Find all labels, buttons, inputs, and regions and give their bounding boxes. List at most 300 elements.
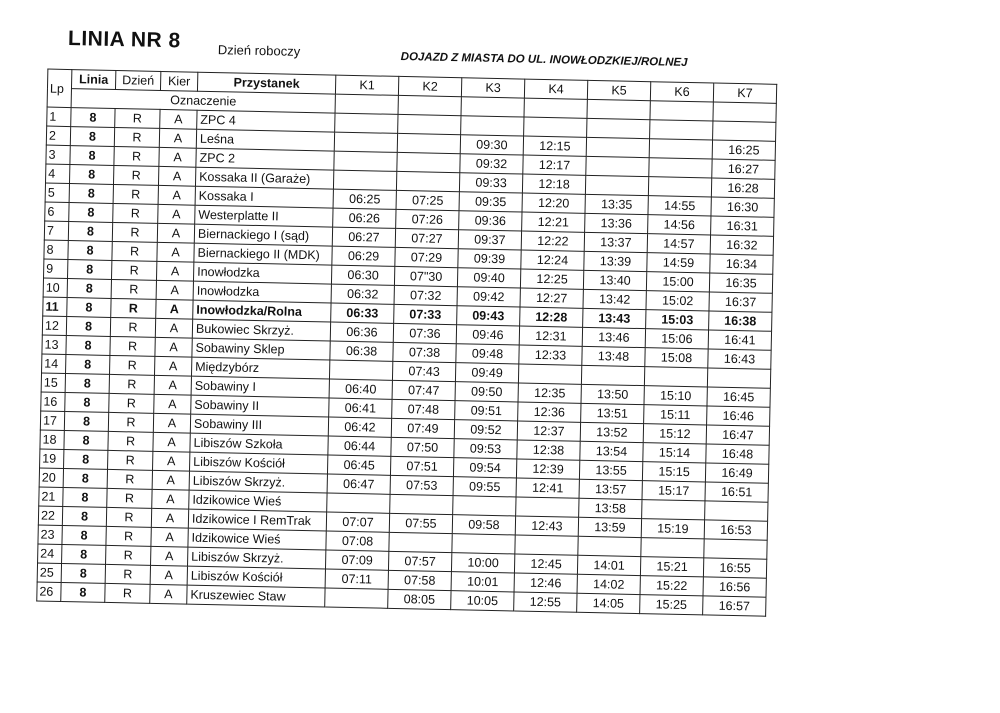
- row-time-k3: 09:46: [456, 325, 519, 345]
- row-time-k1: [334, 132, 397, 152]
- row-stop-name: Libiszów Szkoła: [190, 433, 328, 455]
- row-time-k2: 07:36: [393, 323, 456, 343]
- row-lp: 18: [40, 430, 64, 449]
- row-kier: A: [158, 185, 195, 205]
- row-time-k5: [578, 536, 641, 556]
- row-time-k1: 06:42: [328, 417, 391, 437]
- row-time-k7: 16:38: [709, 311, 772, 331]
- row-time-k6: 15:02: [646, 291, 709, 311]
- row-time-k2: 07:26: [396, 209, 459, 229]
- row-time-k5: 13:39: [584, 251, 647, 271]
- row-time-k1: 06:26: [333, 208, 396, 228]
- row-time-k5: 13:40: [583, 270, 646, 290]
- row-time-k2: 07:32: [394, 285, 457, 305]
- row-time-k7: 16:41: [708, 330, 771, 350]
- row-time-k1: [335, 113, 398, 133]
- row-time-k4: [515, 535, 578, 555]
- header-kier: Kier: [160, 71, 197, 91]
- row-time-k6: [648, 177, 711, 197]
- row-time-k4: 12:22: [521, 231, 584, 251]
- row-time-k7: 16:35: [709, 273, 772, 293]
- row-time-k2: 08:05: [388, 589, 451, 609]
- row-lp: 25: [37, 563, 61, 582]
- row-time-k2: 07:48: [392, 399, 455, 419]
- row-time-k5: 13:43: [583, 308, 646, 328]
- row-time-k1: 06:32: [331, 284, 394, 304]
- row-dzien: R: [113, 184, 158, 204]
- row-time-k4: 12:38: [517, 440, 580, 460]
- direction-label: DOJAZD Z MIASTA DO UL. INOWŁODZKIEJ/ROLNEJ: [400, 50, 688, 69]
- row-linia: 8: [69, 165, 113, 185]
- row-kier: A: [154, 356, 191, 376]
- row-lp: 3: [46, 145, 70, 164]
- row-time-k1: 06:30: [331, 265, 394, 285]
- row-time-k3: 09:50: [455, 382, 518, 402]
- row-time-k6: [641, 538, 704, 558]
- row-time-k6: 14:57: [647, 234, 710, 254]
- row-time-k2: [398, 114, 461, 134]
- row-time-k4: 12:35: [518, 383, 581, 403]
- row-time-k4: 12:41: [516, 478, 579, 498]
- row-kier: A: [152, 470, 189, 490]
- row-time-k6: 15:15: [642, 462, 705, 482]
- row-kier: A: [158, 204, 195, 224]
- row-lp: 19: [40, 449, 64, 468]
- row-dzien: R: [110, 336, 155, 356]
- row-kier: A: [153, 432, 190, 452]
- row-linia: 8: [62, 544, 106, 564]
- row-time-k6: 15:06: [645, 329, 708, 349]
- row-stop-name: Libiszów Kościół: [187, 566, 325, 588]
- row-dzien: R: [106, 507, 151, 527]
- row-stop-name: Kossaka I: [195, 186, 333, 208]
- row-time-k3: 09:39: [458, 249, 521, 269]
- row-time-k2: 07:50: [391, 437, 454, 457]
- row-time-k5: 13:51: [581, 403, 644, 423]
- row-time-k4: 12:33: [519, 345, 582, 365]
- row-linia: 8: [61, 563, 105, 583]
- row-time-k6: [649, 139, 712, 159]
- row-time-k1: 06:47: [327, 474, 390, 494]
- header-przystanek: Przystanek: [197, 72, 335, 94]
- row-dzien: R: [112, 222, 157, 242]
- row-time-k4: 12:28: [520, 307, 583, 327]
- row-time-k3: 09:49: [455, 363, 518, 383]
- row-time-k2: 07:53: [390, 475, 453, 495]
- row-kier: A: [153, 451, 190, 471]
- row-time-k3: 09:30: [460, 135, 523, 155]
- row-time-k6: 15:17: [642, 481, 705, 501]
- row-time-k5: 13:48: [582, 346, 645, 366]
- row-time-k1: [334, 151, 397, 171]
- day-type-label: Dzień roboczy: [217, 42, 301, 59]
- row-time-k7: 16:56: [703, 577, 766, 597]
- row-stop-name: Sobawiny III: [190, 414, 328, 436]
- row-time-k3: 09:52: [454, 420, 517, 440]
- row-time-k6: 15:03: [646, 310, 709, 330]
- row-time-k3: 09:51: [455, 401, 518, 421]
- row-time-k5: 13:59: [578, 517, 641, 537]
- row-time-k1: 07:11: [325, 569, 388, 589]
- row-time-k3: 09:54: [453, 458, 516, 478]
- row-time-k1: [329, 360, 392, 380]
- row-stop-name: Idzikowice I RemTrak: [188, 509, 326, 531]
- header-oznaczenie: Oznaczenie: [71, 89, 335, 114]
- row-lp: 2: [46, 126, 70, 145]
- row-time-k7: 16:48: [706, 444, 769, 464]
- row-time-k6: 15:12: [643, 424, 706, 444]
- row-time-k1: [325, 588, 388, 608]
- row-stop-name: ZPC 2: [196, 148, 334, 170]
- row-time-k2: [389, 532, 452, 552]
- row-dzien: R: [109, 374, 154, 394]
- row-dzien: R: [114, 127, 159, 147]
- row-time-k7: 16:27: [712, 159, 775, 179]
- row-time-k3: 09:53: [454, 439, 517, 459]
- row-time-k2: 07:27: [395, 228, 458, 248]
- row-stop-name: Libiszów Kościół: [189, 452, 327, 474]
- row-time-k5: 13:54: [580, 441, 643, 461]
- row-time-k6: 15:10: [644, 386, 707, 406]
- row-stop-name: Inowłodzka/Rolna: [193, 300, 331, 322]
- header-blank-cell: [524, 98, 587, 118]
- row-linia: 8: [71, 108, 115, 128]
- row-time-k7: 16:46: [707, 406, 770, 426]
- row-time-k6: 14:55: [648, 196, 711, 216]
- row-lp: 26: [37, 582, 61, 601]
- row-dzien: R: [112, 241, 157, 261]
- row-time-k3: 09:58: [452, 515, 515, 535]
- row-time-k4: 12:18: [522, 174, 585, 194]
- timetable: [36, 69, 777, 617]
- row-time-k3: 10:05: [451, 591, 514, 611]
- row-lp: 9: [44, 259, 68, 278]
- row-time-k5: [587, 118, 650, 138]
- row-time-k3: 10:01: [451, 572, 514, 592]
- row-time-k3: 09:42: [457, 287, 520, 307]
- row-kier: A: [154, 394, 191, 414]
- row-dzien: R: [105, 564, 150, 584]
- row-kier: A: [153, 413, 190, 433]
- row-lp: 22: [38, 506, 62, 525]
- header-course-k5: K5: [587, 80, 650, 100]
- row-stop-name: Libiszów Skrzyż.: [189, 471, 327, 493]
- row-time-k5: 14:01: [577, 555, 640, 575]
- row-time-k4: 12:15: [523, 136, 586, 156]
- row-linia: 8: [62, 506, 106, 526]
- row-linia: 8: [64, 430, 108, 450]
- row-time-k7: 16:43: [708, 349, 771, 369]
- row-time-k1: 07:09: [325, 550, 388, 570]
- row-lp: 16: [41, 392, 65, 411]
- header-linia: Linia: [71, 70, 115, 90]
- row-linia: 8: [66, 317, 110, 337]
- row-time-k3: 09:43: [457, 306, 520, 326]
- row-time-k5: [586, 156, 649, 176]
- header-blank-cell: [461, 97, 524, 117]
- row-linia: 8: [70, 127, 114, 147]
- row-time-k1: 06:44: [328, 436, 391, 456]
- row-time-k2: 07"30: [394, 266, 457, 286]
- page-title: LINIA NR 8: [67, 26, 181, 53]
- row-lp: 10: [43, 278, 67, 297]
- row-time-k1: 06:27: [332, 227, 395, 247]
- row-time-k3: 09:32: [460, 154, 523, 174]
- row-time-k6: 15:00: [646, 272, 709, 292]
- row-kier: A: [155, 337, 192, 357]
- row-time-k6: 14:59: [647, 253, 710, 273]
- row-linia: 8: [62, 525, 106, 545]
- row-time-k7: [713, 121, 776, 141]
- row-kier: A: [150, 584, 187, 604]
- row-stop-name: Bukowiec Skrzyż.: [192, 319, 330, 341]
- row-time-k4: 12:24: [521, 250, 584, 270]
- row-stop-name: Idzikowice Wieś: [188, 528, 326, 550]
- row-time-k7: 16:31: [711, 216, 774, 236]
- row-lp: 7: [44, 221, 68, 240]
- row-time-k4: [518, 364, 581, 384]
- row-time-k6: [650, 120, 713, 140]
- row-time-k7: [704, 539, 767, 559]
- row-dzien: R: [113, 165, 158, 185]
- row-kier: A: [156, 299, 193, 319]
- row-dzien: R: [108, 431, 153, 451]
- row-time-k5: [585, 175, 648, 195]
- row-linia: 8: [64, 449, 108, 469]
- row-linia: 8: [68, 222, 112, 242]
- row-kier: A: [160, 109, 197, 129]
- row-stop-name: Biernackiego II (MDK): [194, 243, 332, 265]
- row-lp: 11: [43, 297, 67, 316]
- row-time-k6: 15:08: [645, 348, 708, 368]
- header-course-k1: K1: [335, 75, 398, 95]
- row-time-k7: 16:51: [705, 482, 768, 502]
- row-time-k6: 15:22: [640, 576, 703, 596]
- row-time-k7: 16:47: [706, 425, 769, 445]
- row-time-k5: 13:35: [585, 194, 648, 214]
- row-time-k6: [644, 367, 707, 387]
- row-time-k1: 06:45: [327, 455, 390, 475]
- row-dzien: R: [111, 279, 156, 299]
- row-time-k3: 10:00: [451, 553, 514, 573]
- row-time-k4: 12:17: [523, 155, 586, 175]
- row-time-k7: [707, 368, 770, 388]
- header-blank-cell: [587, 99, 650, 119]
- row-time-k2: 07:43: [392, 361, 455, 381]
- row-stop-name: Sobawiny Sklep: [192, 338, 330, 360]
- row-time-k3: [453, 496, 516, 516]
- row-dzien: R: [110, 317, 155, 337]
- row-kier: A: [156, 261, 193, 281]
- row-time-k7: 16:57: [703, 596, 766, 616]
- row-stop-name: Sobawiny I: [191, 376, 329, 398]
- row-time-k5: 13:58: [579, 498, 642, 518]
- row-time-k1: [333, 170, 396, 190]
- row-linia: 8: [64, 411, 108, 431]
- row-linia: 8: [65, 393, 109, 413]
- row-time-k7: 16:28: [711, 178, 774, 198]
- row-stop-name: ZPC 4: [197, 110, 335, 132]
- row-time-k5: 14:02: [577, 574, 640, 594]
- row-time-k1: 06:40: [329, 379, 392, 399]
- row-kier: A: [157, 223, 194, 243]
- row-time-k5: [581, 365, 644, 385]
- row-time-k4: [516, 497, 579, 517]
- row-time-k5: 13:52: [580, 422, 643, 442]
- header-course-k7: K7: [713, 83, 776, 103]
- row-time-k7: 16:37: [709, 292, 772, 312]
- row-time-k2: 07:55: [389, 513, 452, 533]
- row-time-k6: [642, 500, 705, 520]
- row-dzien: R: [108, 450, 153, 470]
- row-time-k2: 07:58: [388, 570, 451, 590]
- row-time-k2: [397, 133, 460, 153]
- row-time-k2: 07:57: [388, 551, 451, 571]
- row-lp: 24: [38, 544, 62, 563]
- row-time-k5: 13:46: [582, 327, 645, 347]
- header-blank-cell: [713, 102, 776, 122]
- row-dzien: R: [107, 488, 152, 508]
- row-time-k7: 16:30: [711, 197, 774, 217]
- row-time-k4: 12:46: [514, 573, 577, 593]
- row-dzien: R: [113, 203, 158, 223]
- row-time-k7: 16:32: [710, 235, 773, 255]
- row-time-k2: 07:47: [392, 380, 455, 400]
- row-lp: 8: [44, 240, 68, 259]
- row-stop-name: Leśna: [196, 129, 334, 151]
- row-dzien: R: [114, 146, 159, 166]
- row-dzien: R: [105, 583, 150, 603]
- row-kier: A: [150, 565, 187, 585]
- row-kier: A: [151, 546, 188, 566]
- row-time-k7: 16:25: [712, 140, 775, 160]
- row-dzien: R: [111, 260, 156, 280]
- row-time-k3: 09:37: [458, 230, 521, 250]
- row-stop-name: Libiszów Skrzyż.: [188, 547, 326, 569]
- row-time-k6: 15:25: [640, 595, 703, 615]
- row-stop-name: Sobawiny II: [191, 395, 329, 417]
- row-time-k4: 12:39: [516, 459, 579, 479]
- row-kier: A: [151, 527, 188, 547]
- row-linia: 8: [66, 355, 110, 375]
- row-time-k5: 13:42: [583, 289, 646, 309]
- row-time-k6: 15:19: [641, 519, 704, 539]
- row-dzien: R: [111, 298, 156, 318]
- row-time-k4: [524, 117, 587, 137]
- row-stop-name: Biernackiego I (sąd): [194, 224, 332, 246]
- row-linia: 8: [66, 336, 110, 356]
- row-time-k1: [327, 493, 390, 513]
- header-course-k3: K3: [461, 78, 524, 98]
- row-kier: A: [151, 508, 188, 528]
- row-linia: 8: [67, 298, 111, 318]
- row-time-k2: [396, 171, 459, 191]
- row-dzien: R: [115, 108, 160, 128]
- row-time-k7: 16:53: [704, 520, 767, 540]
- row-time-k4: 12:37: [517, 421, 580, 441]
- row-dzien: R: [107, 469, 152, 489]
- row-stop-name: Kossaka II (Garaże): [195, 167, 333, 189]
- row-dzien: R: [109, 393, 154, 413]
- row-time-k5: 13:50: [581, 384, 644, 404]
- row-stop-name: Westerplatte II: [195, 205, 333, 227]
- row-lp: 13: [42, 335, 66, 354]
- row-time-k3: 09:36: [459, 211, 522, 231]
- row-time-k5: 14:05: [577, 593, 640, 613]
- row-time-k7: 16:34: [710, 254, 773, 274]
- row-time-k7: [705, 501, 768, 521]
- row-stop-name: Międzybórz: [191, 357, 329, 379]
- row-time-k7: 16:45: [707, 387, 770, 407]
- header-blank-cell: [398, 95, 461, 115]
- row-dzien: R: [110, 355, 155, 375]
- row-time-k4: 12:31: [519, 326, 582, 346]
- row-time-k4: 12:36: [518, 402, 581, 422]
- row-linia: 8: [61, 582, 105, 602]
- row-time-k1: 07:08: [326, 531, 389, 551]
- row-lp: 4: [45, 164, 69, 183]
- header-course-k6: K6: [650, 82, 713, 102]
- row-time-k2: 07:29: [395, 247, 458, 267]
- row-linia: 8: [70, 146, 114, 166]
- row-time-k2: [390, 494, 453, 514]
- row-time-k2: 07:25: [396, 190, 459, 210]
- row-time-k4: 12:27: [520, 288, 583, 308]
- row-linia: 8: [69, 184, 113, 204]
- row-dzien: R: [106, 526, 151, 546]
- row-time-k5: 13:55: [579, 460, 642, 480]
- row-time-k6: 15:14: [643, 443, 706, 463]
- row-time-k1: 06:29: [332, 246, 395, 266]
- row-kier: A: [155, 318, 192, 338]
- row-kier: A: [154, 375, 191, 395]
- header-lp: Lp: [47, 69, 72, 107]
- row-time-k5: 13:37: [584, 232, 647, 252]
- row-time-k3: 09:33: [459, 173, 522, 193]
- row-lp: 5: [45, 183, 69, 202]
- row-kier: A: [159, 128, 196, 148]
- row-stop-name: Inowłodzka: [193, 281, 331, 303]
- row-time-k3: 09:40: [457, 268, 520, 288]
- row-linia: 8: [67, 279, 111, 299]
- row-time-k3: 09:55: [453, 477, 516, 497]
- row-time-k2: [397, 152, 460, 172]
- row-kier: A: [152, 489, 189, 509]
- header-dzien: Dzień: [115, 70, 160, 90]
- row-kier: A: [158, 166, 195, 186]
- row-stop-name: Idzikowice Wieś: [189, 490, 327, 512]
- row-dzien: R: [108, 412, 153, 432]
- row-time-k5: 13:36: [585, 213, 648, 233]
- row-linia: 8: [63, 468, 107, 488]
- row-time-k1: 07:07: [326, 512, 389, 532]
- row-lp: 17: [40, 411, 64, 430]
- header-course-k4: K4: [524, 79, 587, 99]
- row-time-k1: 06:33: [331, 303, 394, 323]
- row-lp: 12: [42, 316, 66, 335]
- row-linia: 8: [63, 487, 107, 507]
- row-time-k4: 12:43: [515, 516, 578, 536]
- row-kier: A: [156, 280, 193, 300]
- row-lp: 15: [41, 373, 65, 392]
- row-time-k2: 07:51: [390, 456, 453, 476]
- row-time-k2: 07:49: [391, 418, 454, 438]
- row-time-k7: 16:49: [705, 463, 768, 483]
- row-time-k6: 14:56: [648, 215, 711, 235]
- row-lp: 14: [42, 354, 66, 373]
- row-time-k4: 12:25: [520, 269, 583, 289]
- row-time-k5: [586, 137, 649, 157]
